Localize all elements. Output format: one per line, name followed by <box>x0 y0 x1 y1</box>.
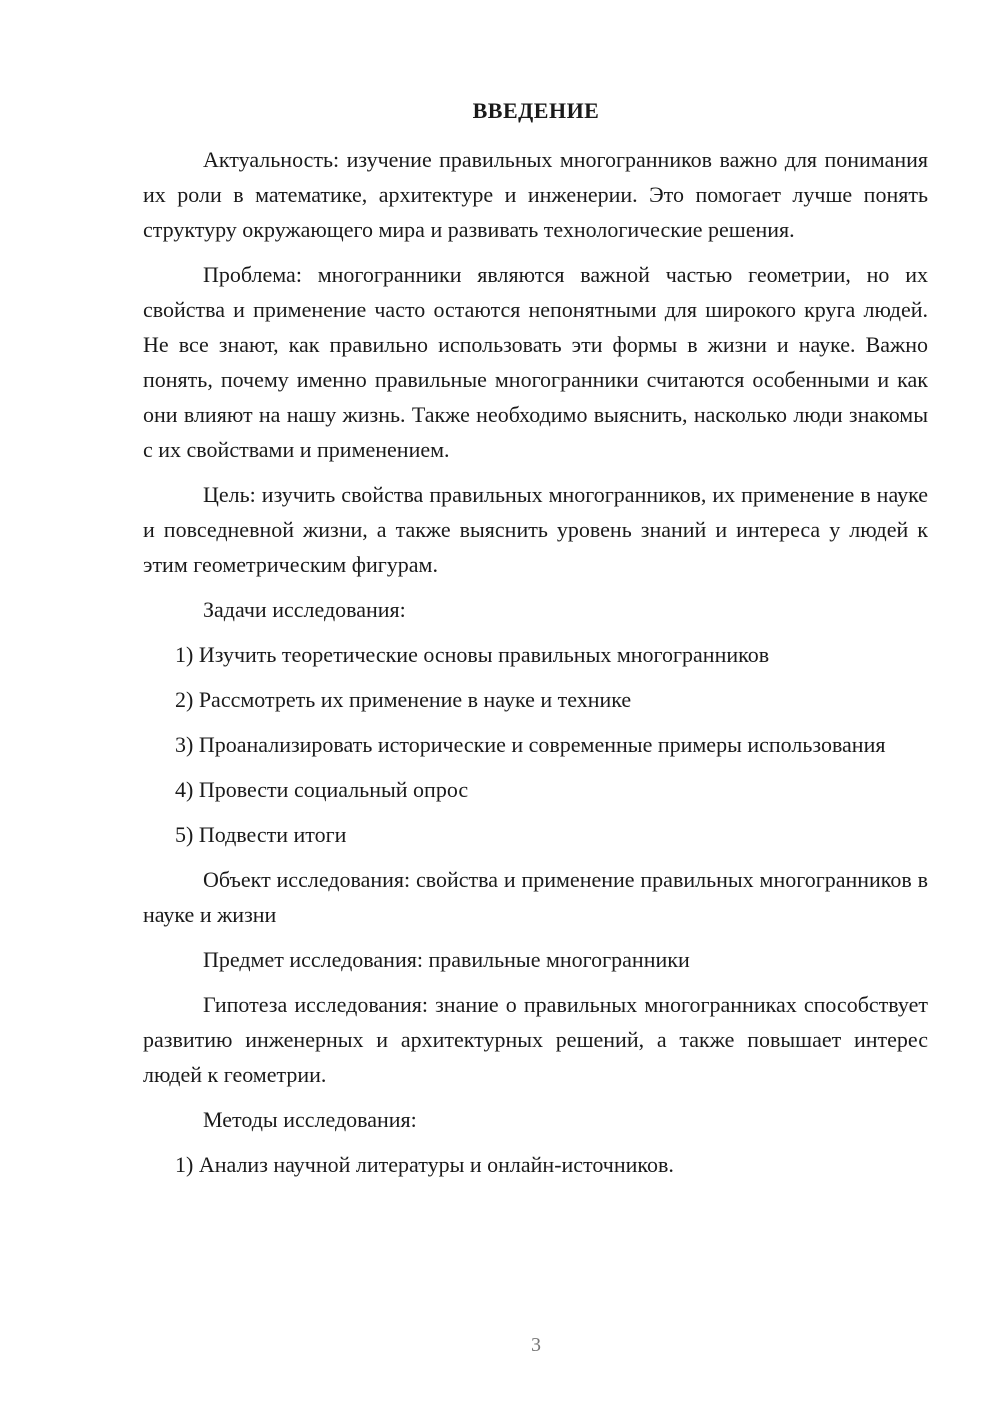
paragraph-problem: Проблема: многогранники являются важной частью геометрии, но их свойства и применение часто остаются непонятными для широкого круга людей. Не все знают, как правильно использовать эти формы в жизни и науке. Важно понять, почему именно правильные многогранники считаются особенными и как они влияют на нашу жизнь. Также необходимо выяснить, насколько люди знакомы с их свойствами и применением. <box>143 262 928 462</box>
paragraph-subject: Предмет исследования: правильные многогранники <box>203 947 690 972</box>
task-item-4: 4) Провести социальный опрос <box>175 777 469 802</box>
body-text <box>143 142 928 1192</box>
paragraph-object: Объект исследования: свойства и применение правильных многогранников в науке и жизни <box>143 867 928 927</box>
task-item-1: 1) Изучить теоретические основы правильных многогранников <box>175 642 770 667</box>
page-number: 3 <box>531 1334 541 1356</box>
task-item-5: 5) Подвести итоги <box>175 822 347 847</box>
method-item-1: 1) Анализ научной литературы и онлайн-источников. <box>175 1152 674 1177</box>
section-title: ВВЕДЕНИЕ <box>472 98 600 123</box>
paragraph-relevance: Актуальность: изучение правильных многогранников важно для понимания их роли в математике, архитектуре и инженерии. Это помогает лучше понять структуру окружающего мира и развивать технологические решения. <box>143 147 928 242</box>
paragraph-hypothesis: Гипотеза исследования: знание о правильных многогранниках способствует развитию инженерных и архитектурных решений, а также повышает интерес людей к геометрии. <box>143 992 928 1087</box>
paragraph-methods-heading: Методы исследования: <box>203 1107 417 1132</box>
paragraph-tasks-heading: Задачи исследования: <box>203 597 406 622</box>
paragraph-goal: Цель: изучить свойства правильных многогранников, их применение в науке и повседневной жизни, а также выяснить уровень знаний и интереса у людей к этим геометрическим фигурам. <box>143 482 928 577</box>
task-item-3: 3) Проанализировать исторические и современные примеры использования <box>175 732 886 757</box>
task-item-2: 2) Рассмотреть их применение в науке и технике <box>175 687 632 712</box>
